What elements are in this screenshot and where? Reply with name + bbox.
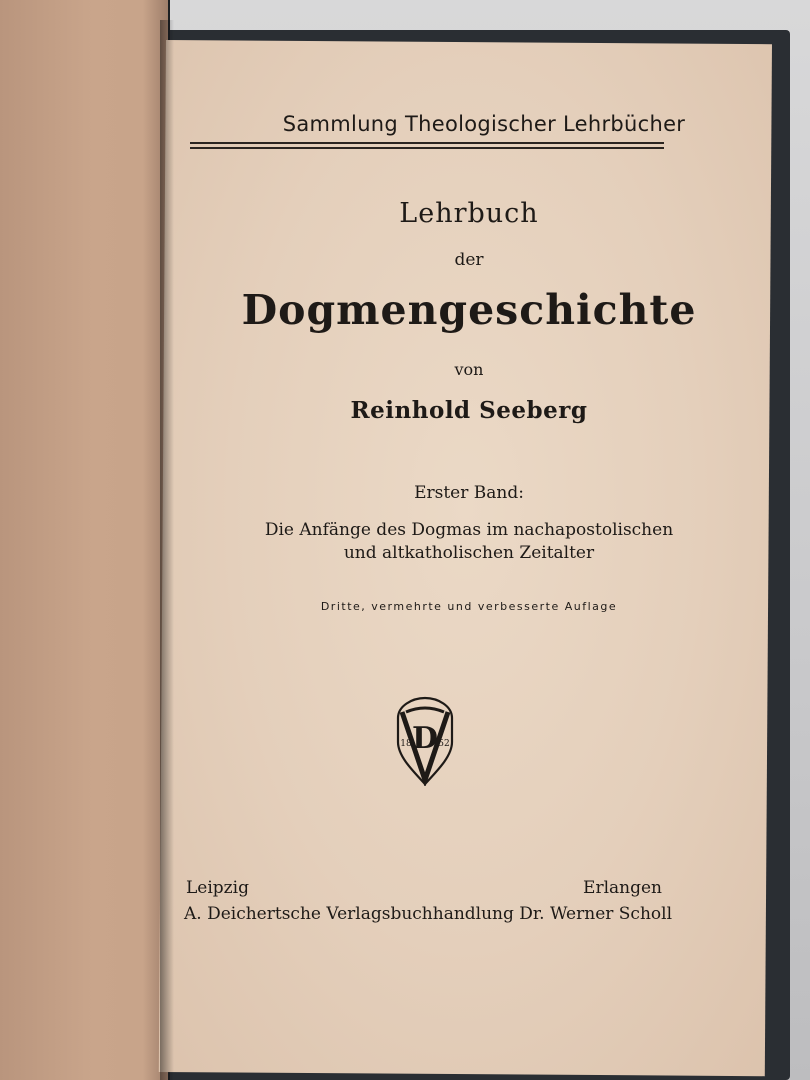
emblem-year-right: 52 — [438, 739, 450, 749]
title-line-1: Lehrbuch — [399, 198, 539, 229]
author-name: Reinhold Seeberg — [350, 397, 588, 424]
subtitle-line-1: Die Anfänge des Dogmas im nachapostolischen — [264, 520, 674, 540]
volume-label: Erster Band: — [414, 483, 524, 503]
edition-note: Dritte, vermehrte und verbesserte Auflage — [320, 600, 618, 613]
title-page-content — [166, 40, 772, 1072]
series-rule-bottom — [190, 147, 664, 149]
main-title: Dogmengeschichte — [241, 286, 697, 334]
publisher-name: A. Deichertsche Verlagsbuchhandlung Dr. Werner Scholl — [184, 904, 673, 924]
emblem-letter: D — [411, 721, 439, 756]
publisher-emblem — [394, 696, 456, 786]
title-line-2: der — [454, 250, 484, 270]
left-page — [0, 0, 170, 1080]
series-rule-top — [190, 142, 664, 144]
by-line: von — [454, 360, 484, 379]
city-right: Erlangen — [583, 878, 662, 898]
emblem-year-left: 18 — [400, 739, 412, 749]
subtitle-line-2: und altkatholischen Zeitalter — [343, 543, 595, 563]
city-left: Leipzig — [186, 878, 249, 898]
series-title: Sammlung Theologischer Lehrbücher — [282, 112, 686, 136]
